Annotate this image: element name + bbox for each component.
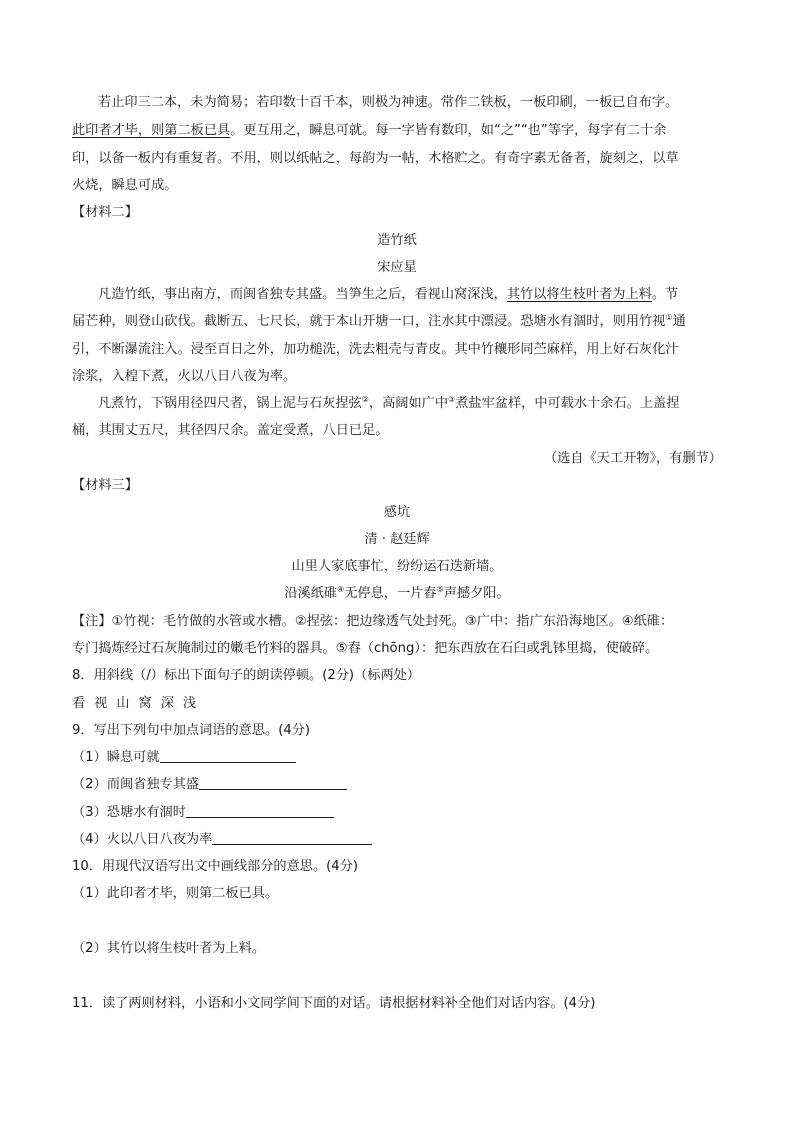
material3-heading: 【材料三】 <box>72 478 138 493</box>
answer-blank-4[interactable] <box>212 830 372 845</box>
poem-verse-2: 沿溪纸碓④无停息，一片舂⑤声撼夕阳。 <box>284 585 510 601</box>
footnote-mark-2: ② <box>361 395 369 404</box>
question-9-item-1: （1）瞬息可就 <box>72 748 722 768</box>
material2-p1-line4: 涂浆，入楻下煮，火以八日八夜为率。 <box>72 369 297 384</box>
material3-author: 清 · 赵廷辉 <box>364 532 430 547</box>
material2-title: 造竹纸 <box>377 233 417 248</box>
underlined-sentence-1: 此印者才毕，则第二板已具 <box>72 123 231 138</box>
material3-title: 感坑 <box>383 505 411 520</box>
question-8: 8．用斜线（/）标出下面句子的朗读停顿。(2分)（标两处） <box>72 668 421 683</box>
footnote-mark-4: ④ <box>337 585 345 594</box>
material2-heading: 【材料二】 <box>72 205 138 220</box>
material2-p1-line3: 引，不断瀑流注入。浸至百日之外，加功槌洗，洗去粗壳与青皮。其中竹穰形同苎麻样，用上好石灰化汁 <box>72 342 679 357</box>
question-9: 9．写出下列句中加点词语的意思。(4分) <box>72 723 311 738</box>
notes-line2: 专门捣炼经过石灰腌制过的嫩毛竹料的器具。⑤舂（chōng）：把东西放在石臼或乳钵里捣，使破碎。 <box>72 641 659 656</box>
question-9-item-4: （4）火以八日八夜为率 <box>72 830 722 850</box>
question-9-item-3: （3）恐塘水有涸时 <box>72 803 722 823</box>
answer-blank-2[interactable] <box>199 775 347 790</box>
poem-verse-1: 山里人家底事忙，纷纷运石迭新墙。 <box>291 559 503 574</box>
material1-line3: 印，以备一板内有重复者。不用，则以纸帖之，每韵为一帖，木格贮之。有奇字素无备者，旋刻之，以草 <box>72 151 679 166</box>
material1-line2: 此印者才毕，则第二板已具。更互用之，瞬息可就。每一字皆有数印，如“之”“也”等字，每字有二十余 <box>72 123 667 138</box>
answer-blank-1[interactable] <box>160 748 296 763</box>
underlined-sentence-2: 其竹以将生枝叶者为上料 <box>506 287 652 302</box>
footnote-mark-3: ③ <box>448 395 456 404</box>
footnote-mark-5: ⑤ <box>436 585 444 594</box>
question-10-item-1: （1）此印者才毕，则第二板已具。 <box>72 886 279 901</box>
answer-blank-3[interactable] <box>186 803 334 818</box>
material1-line1: 若止印三二本，未为简易；若印数十百千本，则极为神速。常作二铁板，一板印刷，一板已自布字。 <box>98 95 679 110</box>
material2-p2-line1: 凡煮竹，下锅用径四尺者，锅上泥与石灰捏弦②，高阔如广中③煮盐牢盆样，中可载水十余石。上盖捏 <box>98 395 680 411</box>
material2-author: 宋应星 <box>377 260 417 275</box>
material1-line4: 火烧，瞬息可成。 <box>72 178 178 193</box>
notes-line1: 【注】①竹视：毛竹做的水管或水槽。②捏弦：把边缘透气处封死。③广中：指广东沿海地区。④纸碓： <box>72 614 674 629</box>
question-10-item-2: （2）其竹以将生枝叶者为上料。 <box>72 941 266 956</box>
question-8-sentence: 看视山窝深浅 <box>72 696 206 711</box>
material2-p1-line2: 届芒种，则登山砍伐。截断五、七尺长，就于本山开塘一口，注水其中漂浸。恐塘水有涸时，则用竹视①通 <box>72 313 686 329</box>
footnote-mark-1: ① <box>665 313 673 322</box>
material2-p1-line1: 凡造竹纸，事出南方，而闽省独专其盛。当笋生之后，看视山窝深浅，其竹以将生枝叶者为上料。节 <box>98 287 679 302</box>
question-9-item-2: （2）而闽省独专其盛 <box>72 775 722 795</box>
question-10: 10．用现代汉语写出文中画线部分的意思。(4分) <box>72 859 359 874</box>
material2-p2-line2: 桶，其围丈五尺，其径四尺余。盖定受煮，八日已足。 <box>72 423 389 438</box>
material2-source: （选自《天工开物》，有删节） <box>543 451 722 466</box>
question-11: 11．读了两则材料，小语和小文同学间下面的对话。请根据材料补全他们对话内容。(4分) <box>72 996 596 1011</box>
